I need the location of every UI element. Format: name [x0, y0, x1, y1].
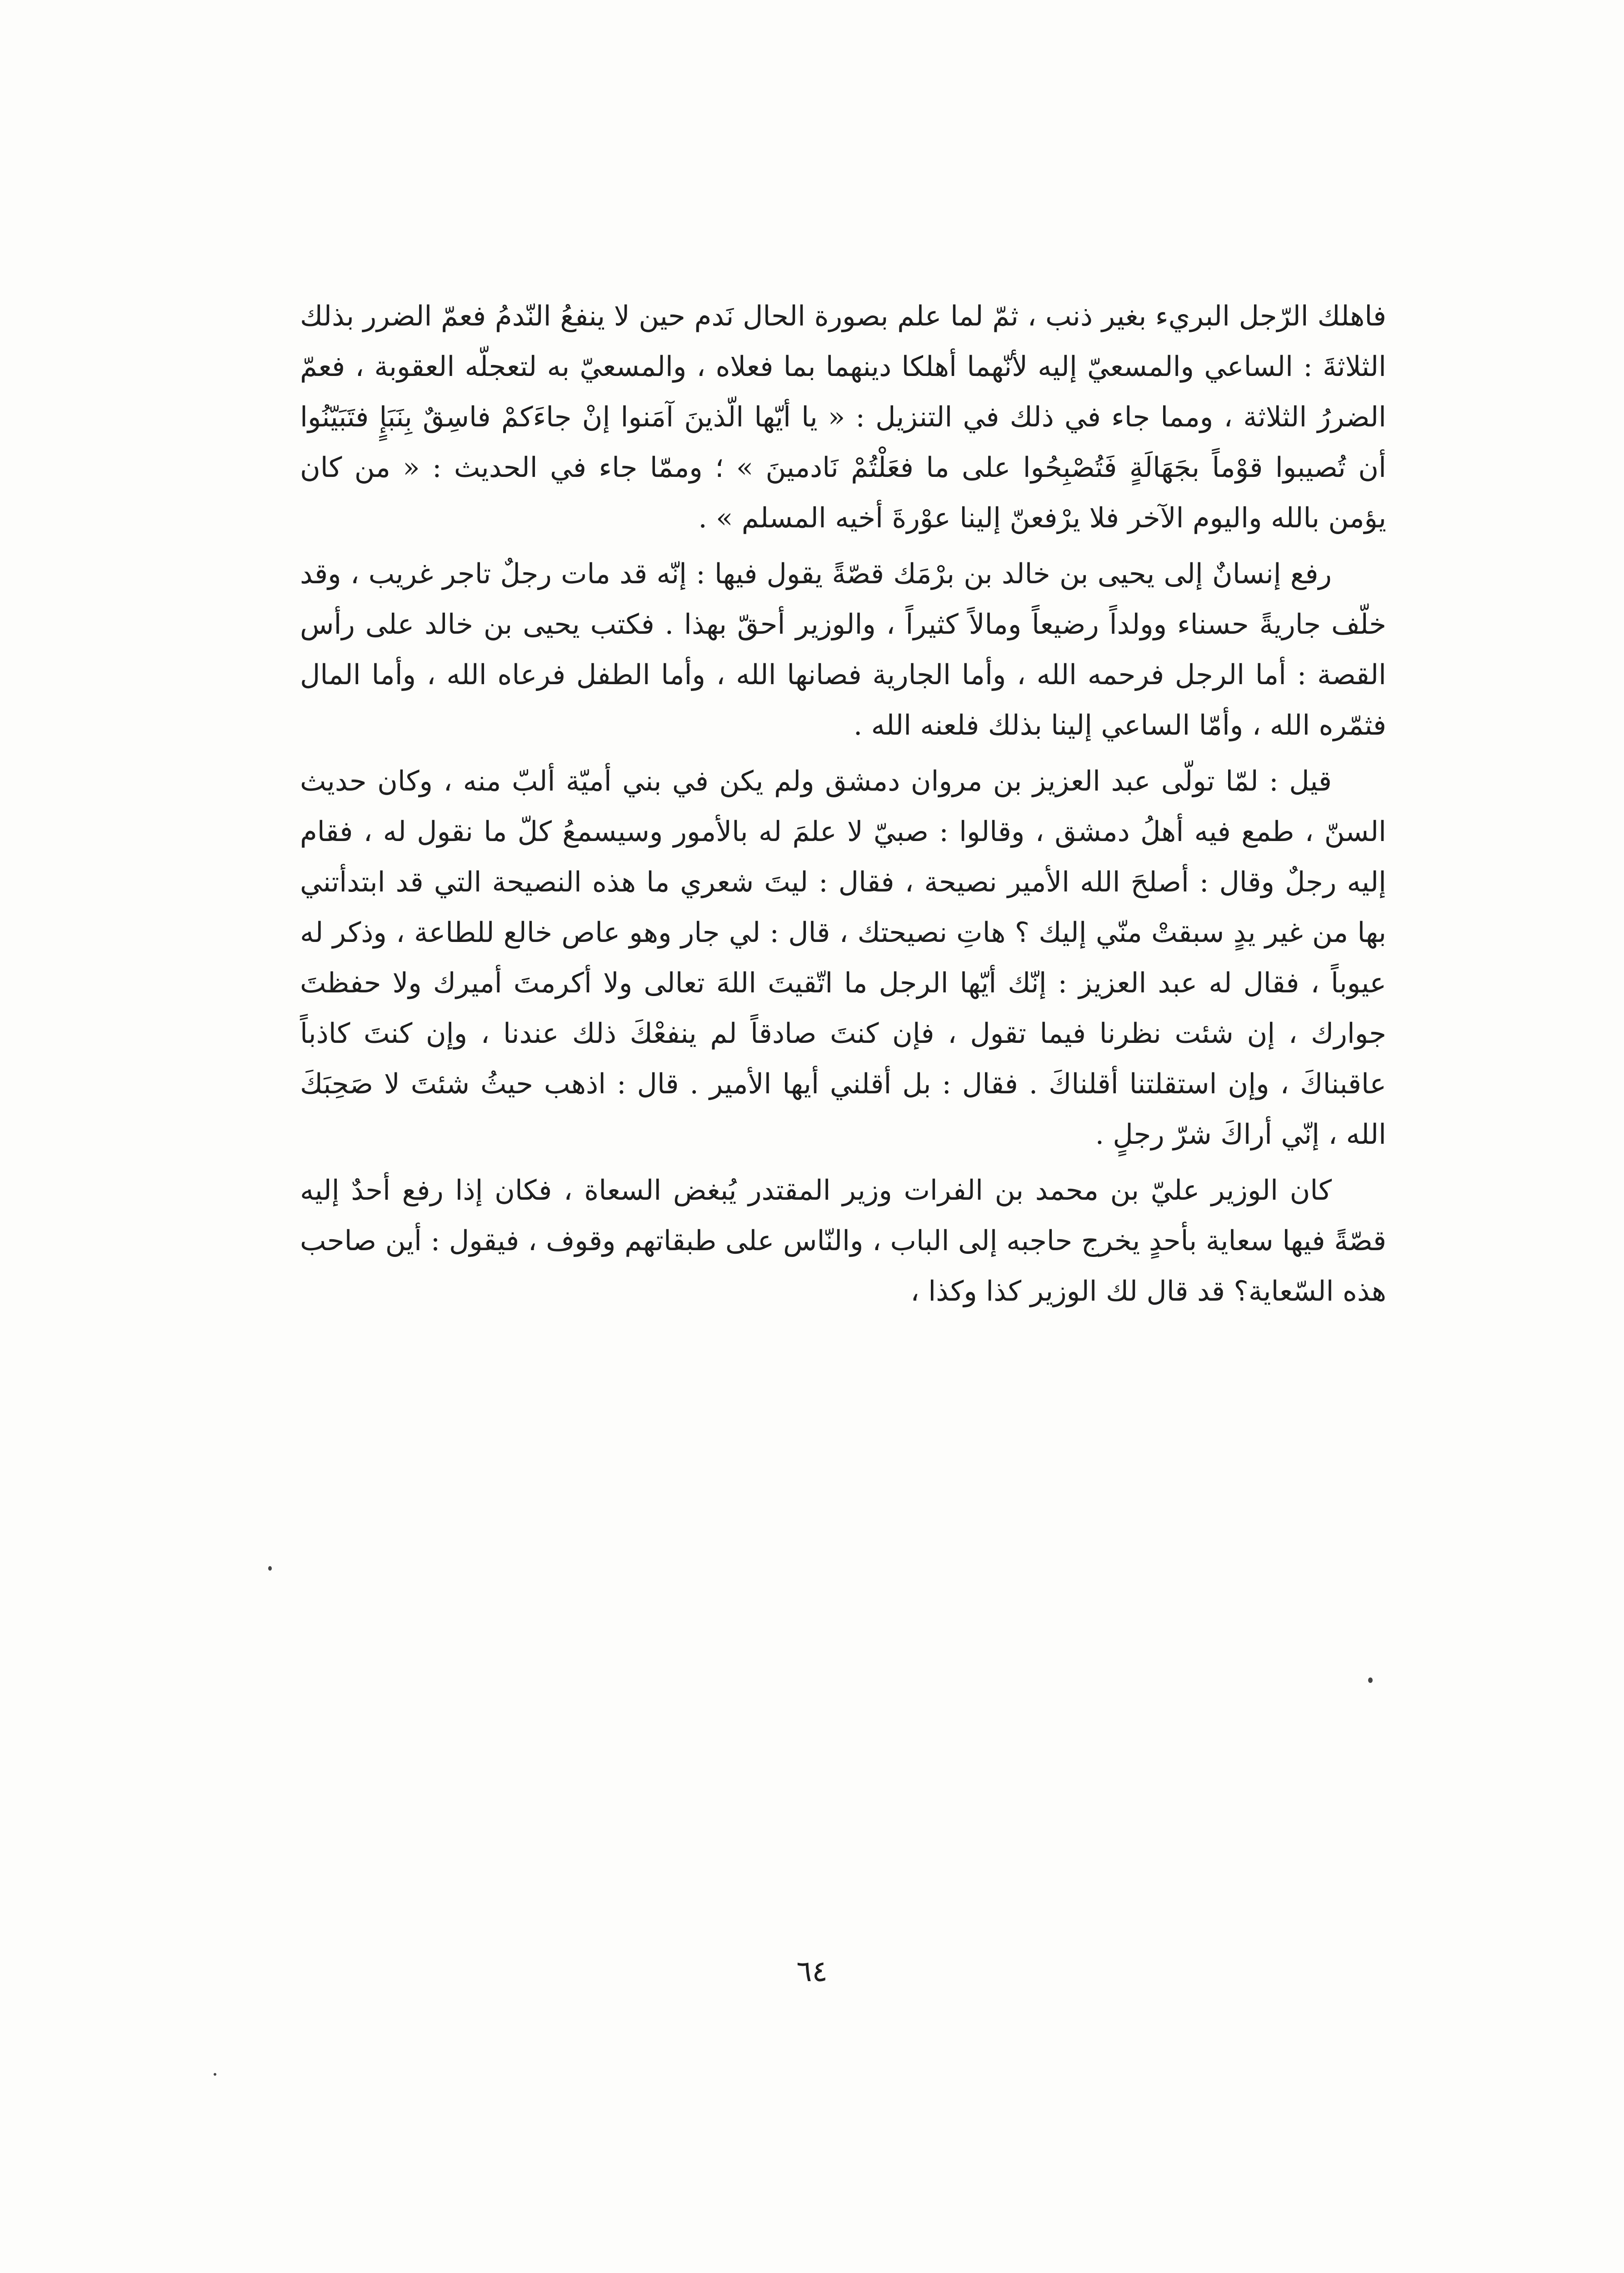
paragraph-continued: فاهلك الرّجل البريء بغير ذنب ، ثمّ لما علم بصورة الحال نَدم حين لا ينفعُ النّدمُ فعمّ الضرر بذلك الثلاثةَ : الساعي والمسعيّ إليه لأنّهما أهلكا دينهما بما فعلاه ، والمسعيّ به لتعجلّه العقوبة ، فعمّ الضررُ الثلاثة ، ومما جاء في ذلك في التنزيل : « يا أيّها الّذينَ آمَنوا إنْ جاءَكمْ فاسِقٌ بِنَبَإٍ فتَبَيّنُوا أن تُصيبوا قوْماً بجَهَالَةٍ فَتُصْبِحُوا على ما فعَلْتُمْ نَادمينَ » ؛ وممّا جاء في الحديث : « من كان يؤمن بالله واليوم الآخر فلا يرْفعنّ إلينا عوْرةَ أخيه المسلم » .	[300, 300, 1386, 534]
paragraph-abd-al-aziz: قيل : لمّا تولّى عبد العزيز بن مروان دمشق ولم يكن في بني أميّة ألبّ منه ، وكان حديث السنّ ، طمع فيه أهلُ دمشق ، وقالوا : صبيّ لا علمَ له بالأمور وسيسمعُ كلّ ما نقول له ، فقام إليه رجلٌ وقال : أصلحَ الله الأمير نصيحة ، فقال : ليتَ شعري ما هذه النصيحة التي قد ابتدأتني بها من غير يدٍ سبقتْ منّي إليك ؟ هاتِ نصيحتك ، قال : لي جار وهو عاص خالع للطاعة ، وذكر له عيوباً ، فقال له عبد العزيز : إنّك أيّها الرجل ما اتّقيتَ اللهَ تعالى ولا أكرمتَ أميرك ولا حفظتَ جوارك ، إن شئت نظرنا فيما تقول ، فإن كنتَ صادقاً لم ينفعْكَ ذلك عندنا ، وإن كنتَ كاذباً عاقبناكَ ، وإن استقلتنا أقلناكَ . فقال : بل أقلني أيها الأمير . قال : اذهب حيثُ شئتَ لا صَحِبَكَ الله ، إنّي أراكَ شرّ رجلٍ .	[300, 765, 1387, 1151]
scan-speck	[1368, 1677, 1373, 1683]
page-number: ٦٤	[796, 1955, 828, 1988]
scan-speck	[268, 1566, 272, 1571]
body-text	[300, 291, 1386, 1317]
paragraph-yahya: رفع إنسانٌ إلى يحيى بن خالد بن برْمَك قصّةً يقول فيها : إنّه قد مات رجلٌ تاجر غريب ، وقد خلّف جاريةً حسناء وولداً رضيعاً ومالاً كثيراً ، والوزير أحقّ بهذا . فكتب يحيى بن خالد على رأس القصة : أما الرجل فرحمه الله ، وأما الجارية فصانها الله ، وأما الطفل فرعاه الله ، وأما المال فثمّره الله ، وأمّا الساعي إلينا بذلك فلعنه الله .	[300, 558, 1386, 741]
paragraph-ibn-al-furat: كان الوزير عليّ بن محمد بن الفرات وزير المقتدر يُبغض السعاة ، فكان إذا رفع أحدٌ إليه قصّةً فيها سعاية بأحدٍ يخرج حاجبه إلى الباب ، والنّاس على طبقاتهم وقوف ، فيقول : أين صاحب هذه السّعاية؟ قد قال لك الوزير كذا وكذا ،	[300, 1174, 1386, 1307]
scan-speck	[214, 2073, 216, 2076]
